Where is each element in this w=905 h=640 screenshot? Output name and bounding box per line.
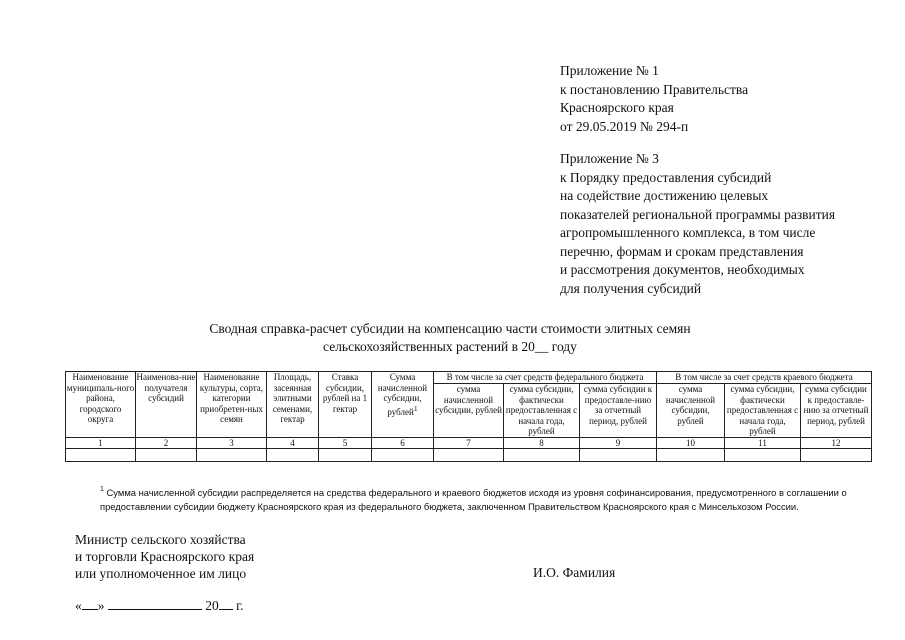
signatory-name: И.О. Фамилия [533, 565, 616, 580]
empty-data-row [66, 448, 872, 461]
appendix-1-block [560, 62, 748, 136]
column-number: 6 [372, 437, 434, 448]
header-area: Площадь, засеянная элитными семенами, гектар [267, 372, 319, 438]
date-line [75, 596, 244, 614]
column-number: 4 [267, 437, 319, 448]
appendix-3-line: к Порядку предоставления субсидий [560, 169, 772, 185]
header-crop: Наименование культуры, сорта, категории приобретен-ных семян [197, 372, 267, 438]
appendix-1-line: от 29.05.2019 № 294-п [560, 118, 689, 134]
column-number: 7 [434, 437, 504, 448]
table-cell [66, 448, 136, 461]
table-cell [372, 448, 434, 461]
appendix-3-line: агропромышленного комплекса, в том числе [560, 225, 816, 240]
column-number: 8 [504, 437, 580, 448]
appendix-3-block [560, 150, 835, 298]
footnote-marker: 1 [413, 403, 418, 413]
table-cell [504, 448, 580, 461]
column-number: 12 [801, 437, 872, 448]
appendix-3-line: для получения субсидий [560, 280, 702, 296]
table-cell [580, 448, 657, 461]
appendix-1-line: к постановлению Правительства [560, 81, 749, 97]
column-number: 9 [580, 437, 657, 448]
signatory-line: или уполномоченное им лицо [75, 566, 247, 581]
table-cell [801, 448, 872, 461]
appendix-3-line: на содействие достижению целевых [560, 188, 769, 203]
table-cell [434, 448, 504, 461]
day-blank [82, 596, 98, 610]
title-line: Сводная справка-расчет субсидии на компенсацию части стоимости элитных семян [209, 321, 691, 336]
footnote [100, 486, 870, 514]
header-federal-provided: сумма субсидии, фактически предоставленная с начала года, рублей [504, 384, 580, 438]
column-number: 10 [657, 437, 725, 448]
column-number: 11 [725, 437, 801, 448]
header-group-federal: В том числе за счет средств федерального бюджета [434, 372, 657, 384]
year-prefix: 20 [205, 598, 219, 613]
appendix-3-line: показателей региональной программы развития [560, 206, 836, 222]
header-group-regional: В том числе за счет средств краевого бюджета [657, 372, 872, 384]
header-federal-to-provide: сумма субсидии к предоставле-нию за отчетный период, рублей [580, 384, 657, 438]
appendix-1-line: Приложение № 1 [560, 63, 659, 78]
header-total-accrued: Сумма начисленной субсидии, рублей$^1$ [372, 372, 434, 438]
column-number: 5 [319, 437, 372, 448]
signatory-line: и торговли Красноярского края [75, 549, 255, 564]
close-quote: » [97, 598, 105, 613]
signatory-title [75, 531, 254, 582]
header-regional-accrued: сумма начисленной субсидии, рублей [657, 384, 725, 438]
table-cell [267, 448, 319, 461]
header-rate: Ставка субсидии, рублей на 1 гектар [319, 372, 372, 438]
table-cell [725, 448, 801, 461]
header-regional-provided: сумма субсидии, фактически предоставленная с начала года, рублей [725, 384, 801, 438]
table-cell [319, 448, 372, 461]
title-line: сельскохозяйственных растений в 20__ году [323, 339, 577, 354]
signatory-line: Министр сельского хозяйства [75, 532, 246, 547]
subsidy-calculation-table [65, 371, 872, 462]
table-cell [657, 448, 725, 461]
appendix-3-line: Приложение № 3 [560, 151, 659, 166]
header-regional-to-provide: сумма субсидии к предоставле-нию за отчетный период, рублей [801, 384, 872, 438]
column-number-row [66, 437, 872, 448]
year-suffix: г. [236, 598, 244, 613]
month-blank [108, 596, 202, 610]
column-number: 3 [197, 437, 267, 448]
document-title [120, 320, 780, 356]
header-recipient: Наименова-ние получателя субсидий [136, 372, 197, 438]
footnote-text: Сумма начисленной субсидии распределяется на средства федерального и краевого бюджетов исходя из уровня софинансирования, предусмотренного в соглашении о предоставлении субсидии бюджету Красноярского края из федерального бюджета, заключенном Правительством Красноярского края с Минсельхозом России. [100, 487, 847, 512]
table-cell [136, 448, 197, 461]
appendix-3-line: перечню, формам и срокам представления [560, 243, 804, 259]
table-cell [197, 448, 267, 461]
column-number: 2 [136, 437, 197, 448]
open-quote: « [75, 598, 82, 613]
header-federal-accrued: сумма начисленной субсидии, рублей [434, 384, 504, 438]
column-number: 1 [66, 437, 136, 448]
footnote-mark: 1 [100, 486, 104, 493]
appendix-3-line: и рассмотрения документов, необходимых [560, 262, 805, 277]
year-blank [219, 596, 233, 610]
appendix-1-line: Красноярского края [560, 100, 674, 115]
header-municipality: Наименование муниципаль-ного района, городского округа [66, 372, 136, 438]
